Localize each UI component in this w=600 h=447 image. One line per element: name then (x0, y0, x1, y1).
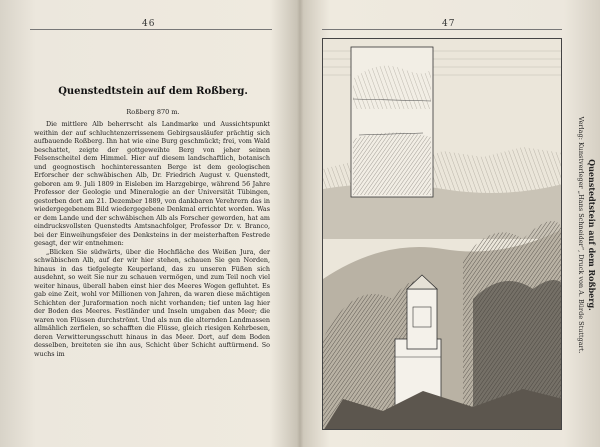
caption-title: Quenstedtstein auf dem Roßberg. (587, 159, 597, 311)
elevation-note: Roßberg 870 m. (126, 108, 180, 116)
vertical-caption (564, 40, 598, 430)
engraving-drawing (323, 39, 562, 430)
chapter-heading: Quenstedtstein auf dem Roßberg. (58, 86, 248, 97)
body-text (34, 120, 270, 358)
paragraph: „Blicken Sie südwärts, über die Hochfläche des Weißen Jura, der schwäbischen Alb, auf der wir hier stehen, schauen Sie gen Norden, hinaus in das tiefgelegte Keuperland, das zu unseren Füßen sich ausdehnt, so weit Sie nur zu schauen vermögen, und zum Teil noch viel weiter hinaus, überall haben einst hier des Meeres Wogen gefluhtet. Es gab eine Zeit, wohl vor Millionen von Jahren, da waren diese mächtigen Schichten der Juraformation noch nicht vorhanden; tief unten lag hier der Boden des Meeres. Festländer und Inseln umgaben das Meer; die waren von Flüssen durchströmt. Und als nun die alternden Landmassen allmählich zerfielen, so schafften die Flüsse, gleich riesigen Kehrbesen, deren Verwitterungsschutt hinaus in das Meer. Dort, auf dem Boden desselben, breiteten sie ihn aus, Schicht über Schicht auftürmend. So wuchs im (34, 247, 270, 358)
right-page (302, 0, 600, 447)
paragraph: Die mittlere Alb beherrscht als Landmarke und Aussichtspunkt weithin der auf schluchtenzerrissenem Gebirgsausläufer prächtig sich aufbauende Roßberg. Ihn hat wie eine Burg geschmückt; frei, vom Wald beschattet, zeigte der gottgeweihte Berg von jeher seinen Felsenscheitel dem Himmel. Hier auf diesem landschaftlich, botanisch und geognostisch hochinteressanten Berge ist dem geologischen Erforscher der schwäbischen Alb, Dr. Friedrich August v. Quenstedt, geboren am 9. Juli 1809 in Eisleben im Harzgebirge, während 56 Jahre Professor der Geologie und Mineralogie an der Universität Tübingen, gestorben dort am 21. Dezember 1889, von dankbaren Verehrern das in wiedergegebenem Bild wiedergegebene Denkmal errichtet worden. Was er dem Lande und der schwäbischen Alb als Forscher geworden, hat am eindrucksvollsten Quenstedts Amtsnachfolger, Professor Dr. v. Branco, bei der Einweihungsfeier des Denksteins in der meisterhaften Festrede gesagt, der wir entnehmen: (34, 120, 270, 247)
page-number: 47 (442, 19, 456, 29)
caption-credit: Verlag: Kunstverleger „Hans Schneider“, Druck von A. Bürde Stuttgart. (577, 116, 585, 354)
engraving-illustration (322, 38, 562, 430)
header-rule (30, 29, 272, 30)
left-page (0, 0, 298, 447)
caption-block (564, 40, 598, 430)
page-number: 46 (142, 19, 156, 29)
inset-vignette (351, 47, 433, 197)
header-rule (322, 29, 562, 30)
